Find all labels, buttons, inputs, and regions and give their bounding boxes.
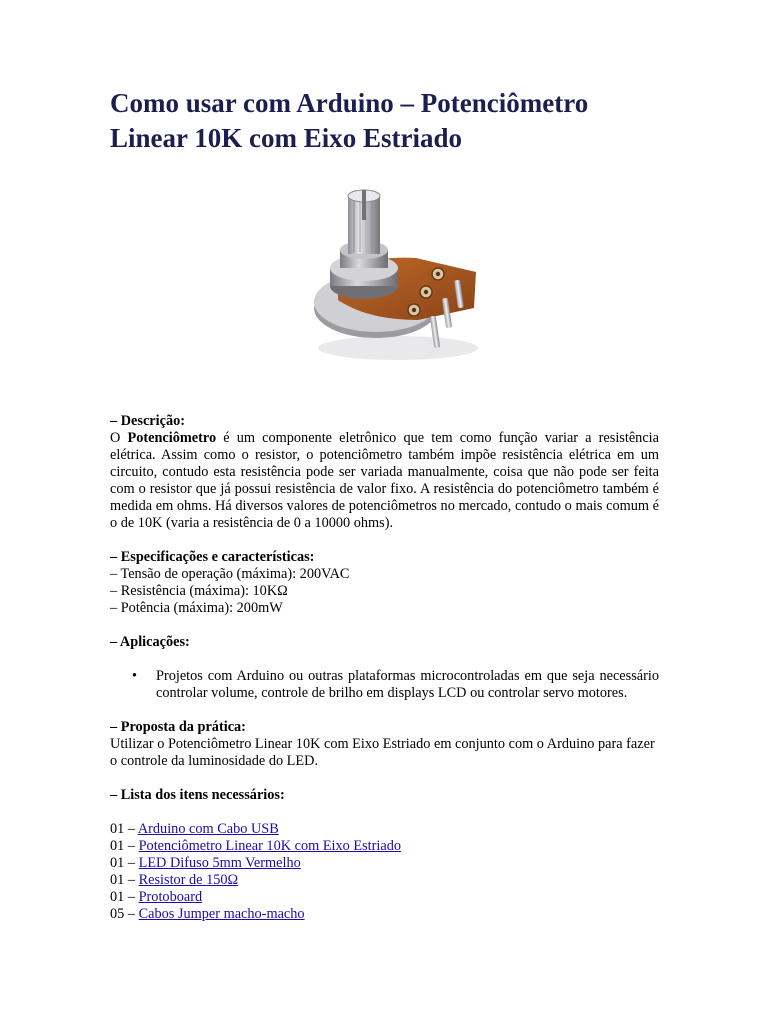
part-quantity: 01 – <box>110 889 139 905</box>
part-quantity: 01 – <box>110 821 138 837</box>
parts-list <box>110 821 659 923</box>
intro-text: é um componente eletrônico que tem como função variar a resistência elétrica. Assim como o resistor, o potenciômetro também impõe resistência elétrica em um circuito, contudo esta resistência pode ser variada manualmente, coisa que não pode ser feita com o resistor que já possui resistência de valor fixo. A resistência do potenciômetro também é medida em ohms. Há diversos valores de potenciômetros no mercado, contudo o mais comum é o de 10K (varia a resistência de 0 a 10000 ohms). <box>110 430 659 531</box>
parts-list-item <box>110 821 659 838</box>
proposal-text: Utilizar o Potenciômetro Linear 10K com Eixo Estriado em conjunto com o Arduino para fazer o controle da luminosidade do LED. <box>110 736 655 769</box>
parts-list-item <box>110 906 659 923</box>
part-link-arduino[interactable]: Arduino com Cabo USB <box>137 821 279 837</box>
parts-list-item <box>110 838 659 855</box>
article-body <box>110 413 659 923</box>
spec-item: – Resistência (máxima): 10KΩ <box>110 583 288 599</box>
parts-heading: – Lista dos itens necessários: <box>110 787 285 803</box>
parts-list-item <box>110 855 659 872</box>
part-link-protoboard[interactable]: Protoboard <box>138 889 203 905</box>
part-link-potentiometer[interactable]: Potenciômetro Linear 10K com Eixo Estriado <box>138 838 402 854</box>
applications-list <box>110 668 659 702</box>
application-item: • Projetos com Arduino ou outras plataformas microcontroladas em que seja necessário controlar volume, controle de brilho em displays LCD ou controlar servo motores. <box>156 668 659 702</box>
part-link-resistor[interactable]: Resistor de 150Ω <box>138 872 239 888</box>
parts-list-item <box>110 889 659 906</box>
part-quantity: 05 – <box>110 906 139 922</box>
part-link-led[interactable]: LED Difuso 5mm Vermelho <box>138 855 301 871</box>
proposal-heading: – Proposta da prática: <box>110 719 246 735</box>
specs-heading: – Especificações e características: <box>110 549 315 565</box>
intro-prefix: O <box>110 430 128 446</box>
description-paragraph <box>110 430 659 532</box>
part-quantity: 01 – <box>110 872 139 888</box>
page-title: Como usar com Arduino – Potenciômetro Linear 10K com Eixo Estriado <box>110 88 589 153</box>
intro-bold-term: Potenciômetro <box>127 430 217 446</box>
potentiometer-illustration <box>298 180 498 370</box>
spec-item: – Tensão de operação (máxima): 200VAC <box>110 566 350 582</box>
potentiometer-image <box>298 180 498 370</box>
parts-list-item <box>110 872 659 889</box>
part-link-jumper-cables[interactable]: Cabos Jumper macho-macho <box>138 906 305 922</box>
description-heading: – Descrição: <box>110 413 186 429</box>
part-quantity: 01 – <box>110 855 139 871</box>
applications-heading: – Aplicações: <box>110 634 190 650</box>
part-quantity: 01 – <box>110 838 139 854</box>
spec-item: – Potência (máxima): 200mW <box>110 600 283 616</box>
